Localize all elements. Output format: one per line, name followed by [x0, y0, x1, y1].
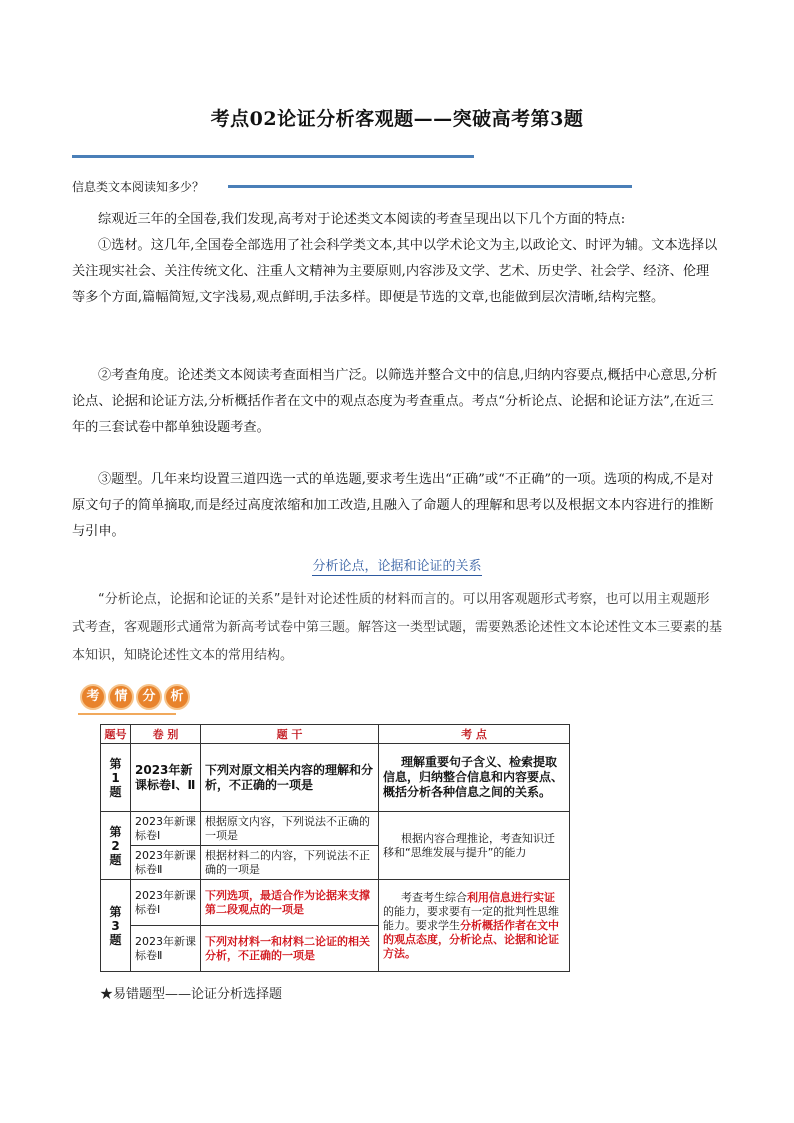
paper-cell: 2023年新课标卷Ⅱ	[131, 926, 201, 972]
paper-cell: 2023年新课标卷Ⅰ	[131, 812, 201, 846]
section-rule	[228, 185, 632, 188]
stem-cell: 根据原文内容，下列说法不正确的一项是	[201, 812, 379, 846]
point-cell	[379, 880, 570, 972]
exam-analysis-table	[100, 724, 570, 972]
badge-underline	[78, 713, 176, 715]
relation-paragraph: “分析论点，论据和论证的关系”是针对论述性质的材料而言的。可以用客观题形式考察，也可以用主观题形式考查，客观题形式通常为新高考试卷中第三题。解答这一类型试题，需要熟悉论述性文本论述性文本三要素的基本知识，知晓论述性文本的常用结构。	[72, 592, 723, 663]
type-paragraph: ③题型。几年来均设置三道四选一式的单选题,要求考生选出“正确”或“不正确”的一项。选项的构成,不是对原文句子的简单摘取,而是经过高度浓缩和加工改造,且融入了命题人的理解和思考以及根据文本内容进行的推断与引申。	[72, 472, 714, 539]
relation-heading-text: 分析论点，论据和论证的关系	[312, 559, 482, 574]
stem-cell: 根据材料二的内容，下列说法不正确的一项是	[201, 846, 379, 880]
paper-cell: 2023年新课标卷Ⅰ	[131, 880, 201, 926]
material-paragraph: ①选材。这几年,全国卷全部选用了社会科学类文本,其中以学术论文为主,以政论文、时评为辅。文本选择以关注现实社会、关注传统文化、注重人文精神为主要原则,内容涉及文学、艺术、历史学、社会学、经济、伦理等多个方面,篇幅简短,文字浅易,观点鲜明,手法多样。即便是节选的文章,也能做到层次清晰,结构完整。	[72, 238, 718, 305]
header-cell: 题 干	[201, 725, 379, 744]
angle-paragraph: ②考查角度。论述类文本阅读考查面相当广泛。以筛选并整合文中的信息,归纳内容要点,概括中心意思,分析论点、论据和论证方法,分析概括作者在文中的观点态度为考查重点。考点“分析论点、论据和论证方法”,在近三年的三套试卷中都单独设题考查。	[72, 368, 718, 435]
header-cell: 题号	[101, 725, 131, 744]
badge-char: 分	[136, 684, 162, 710]
table-row	[101, 812, 570, 846]
relation-heading	[0, 555, 794, 574]
header-cell: 卷 别	[131, 725, 201, 744]
point-highlight: 利用信息进行实证	[467, 890, 555, 904]
stem-cell: 下列对材料一和材料二论证的相关分析，不正确的一项是	[201, 926, 379, 972]
paper-cell: 2023年新课标卷Ⅱ	[131, 846, 201, 880]
badge-char: 情	[108, 684, 134, 710]
paper-cell: 2023年新课标卷Ⅰ、Ⅱ	[131, 744, 201, 812]
page-title: 考点02论证分析客观题——突破高考第3题	[210, 108, 584, 130]
intro-paragraph: 综观近三年的全国卷,我们发现,高考对于论述类文本阅读的考查呈现出以下几个方面的特点:	[98, 212, 626, 227]
question-number: 第 3 题	[101, 880, 131, 972]
point-text: 的能力，要求要有一定的批判性思维能力。要求学生	[383, 904, 559, 932]
header-cell: 考 点	[379, 725, 570, 744]
question-number: 第 2 题	[101, 812, 131, 880]
point-cell: 理解重要句子含义、检索提取信息，归纳整合信息和内容要点、概括分析各种信息之间的关系。	[379, 744, 570, 812]
badge-char: 析	[164, 684, 190, 710]
question-number: 第 1 题	[101, 744, 131, 812]
table-row	[101, 744, 570, 812]
section-heading: 信息类文本阅读知多少？	[72, 180, 205, 194]
badge-char: 考	[80, 684, 106, 710]
point-cell: 根据内容合理推论，考查知识迁移和“思维发展与提升”的能力	[379, 812, 570, 880]
title-rule	[72, 155, 474, 158]
table-row	[101, 880, 570, 926]
stem-cell: 下列对原文相关内容的理解和分析，不正确的一项是	[201, 744, 379, 812]
point-text: 考查考生综合	[401, 890, 467, 904]
footer-note: ★易错题型——论证分析选择题	[100, 987, 283, 1002]
table-header-row	[101, 725, 570, 744]
exam-analysis-badge	[80, 684, 190, 710]
stem-cell: 下列选项，最适合作为论据来支撑第二段观点的一项是	[201, 880, 379, 926]
point-highlight: 分析概括作者在文中的观点态度，分析论点、论据和论证方法。	[383, 918, 559, 960]
